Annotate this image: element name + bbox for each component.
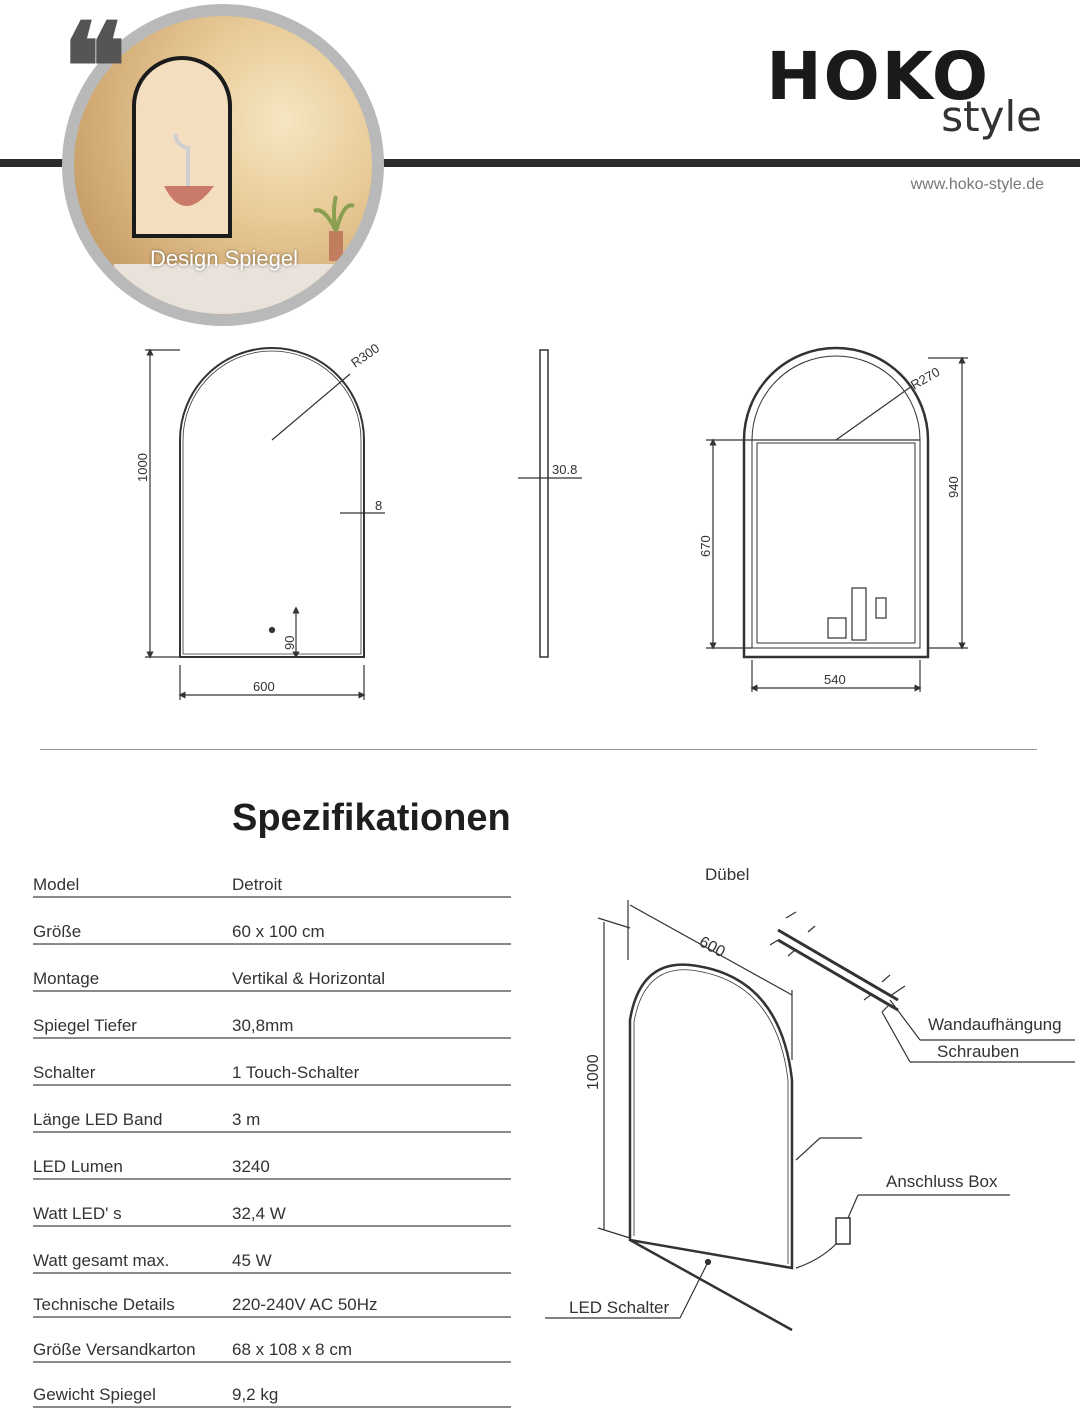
spec-row-weight (33, 1378, 511, 1408)
spec-title: Spezifikationen (232, 797, 511, 839)
brand-logo-main: HOKO (766, 38, 990, 115)
spec-label: Watt gesamt max. (33, 1251, 170, 1270)
photo-caption: Design Spiegel (150, 246, 298, 271)
technical-drawings (0, 330, 1080, 730)
spec-value: 30,8mm (232, 1016, 294, 1035)
assembly-height-label: 1000 (585, 1054, 602, 1090)
spec-value: 9,2 kg (232, 1385, 279, 1404)
wall-bracket (770, 912, 905, 1012)
connection-box (796, 1218, 850, 1268)
spec-value: 32,4 W (232, 1204, 286, 1223)
spec-label: Spiegel Tiefer (33, 1016, 137, 1035)
spec-value: 68 x 108 x 8 cm (232, 1340, 353, 1359)
assembly-led-switch-label: LED Schalter (569, 1298, 670, 1317)
spec-value: Detroit (232, 875, 283, 894)
front-radius-label: R300 (348, 340, 383, 371)
header-bar-right (380, 159, 1080, 167)
back-width-label: 540 (824, 672, 846, 687)
brand-logo-sub: style (941, 92, 1042, 141)
assembly-screws-label: Schrauben (937, 1042, 1020, 1061)
spec-row-switch (33, 1056, 511, 1086)
spec-row-depth (33, 1009, 511, 1039)
front-switch-offset-label: 90 (282, 635, 297, 650)
back-view-drawing (706, 348, 968, 692)
assembly-dubel-label: Dübel (705, 865, 750, 884)
header-bar-left (0, 159, 70, 167)
spec-label: Größe Versandkarton (33, 1340, 196, 1359)
back-height-total-label: 940 (946, 476, 961, 498)
back-height-inner-label: 670 (698, 535, 713, 557)
side-view-drawing (518, 350, 582, 657)
spec-value: 220-240V AC 50Hz (232, 1295, 378, 1314)
side-depth-label: 30.8 (552, 462, 578, 477)
spec-row-watt-total (33, 1244, 511, 1274)
spec-row-technical (33, 1288, 511, 1318)
assembly-wall-mount-label: Wandaufhängung (928, 1015, 1062, 1034)
spec-label: Watt LED' s (33, 1204, 122, 1223)
spec-row-mounting (33, 962, 511, 992)
spec-label: Model (33, 875, 80, 894)
spec-row-watt-led (33, 1197, 511, 1227)
spec-value: 60 x 100 cm (232, 922, 325, 941)
spec-row-size (33, 915, 511, 945)
assembly-width-label: 600 (696, 933, 728, 962)
spec-label: Gewicht Spiegel (33, 1385, 156, 1404)
spec-row-model (33, 868, 511, 898)
mirror-perspective (630, 965, 792, 1330)
back-radius-label: R270 (908, 364, 943, 393)
spec-label: Montage (33, 969, 100, 988)
spec-value: 1 Touch-Schalter (232, 1063, 360, 1082)
front-frame-label: 8 (375, 498, 383, 513)
website-url[interactable]: www.hoko-style.de (910, 176, 1044, 193)
spec-value: 45 W (232, 1251, 272, 1270)
spec-label: LED Lumen (33, 1157, 123, 1176)
spec-row-lumen (33, 1150, 511, 1180)
assembly-drawing (540, 860, 1080, 1340)
quote-icon: ❝ (62, 0, 127, 138)
front-width-label: 600 (253, 679, 275, 694)
spec-row-box-size (33, 1333, 511, 1363)
assembly-connection-box-label: Anschluss Box (886, 1172, 998, 1191)
front-view-drawing (145, 348, 385, 700)
spec-label: Länge LED Band (33, 1110, 163, 1129)
spec-value: Vertikal & Horizontal (232, 969, 386, 988)
spec-value: 3 m (232, 1110, 261, 1129)
spec-label: Größe (33, 922, 82, 941)
spec-label: Technische Details (33, 1295, 175, 1314)
front-height-label: 1000 (135, 453, 150, 482)
section-divider (40, 749, 1037, 750)
spec-label: Schalter (33, 1063, 96, 1082)
spec-value: 3240 (232, 1157, 270, 1176)
spec-row-led-length (33, 1103, 511, 1133)
